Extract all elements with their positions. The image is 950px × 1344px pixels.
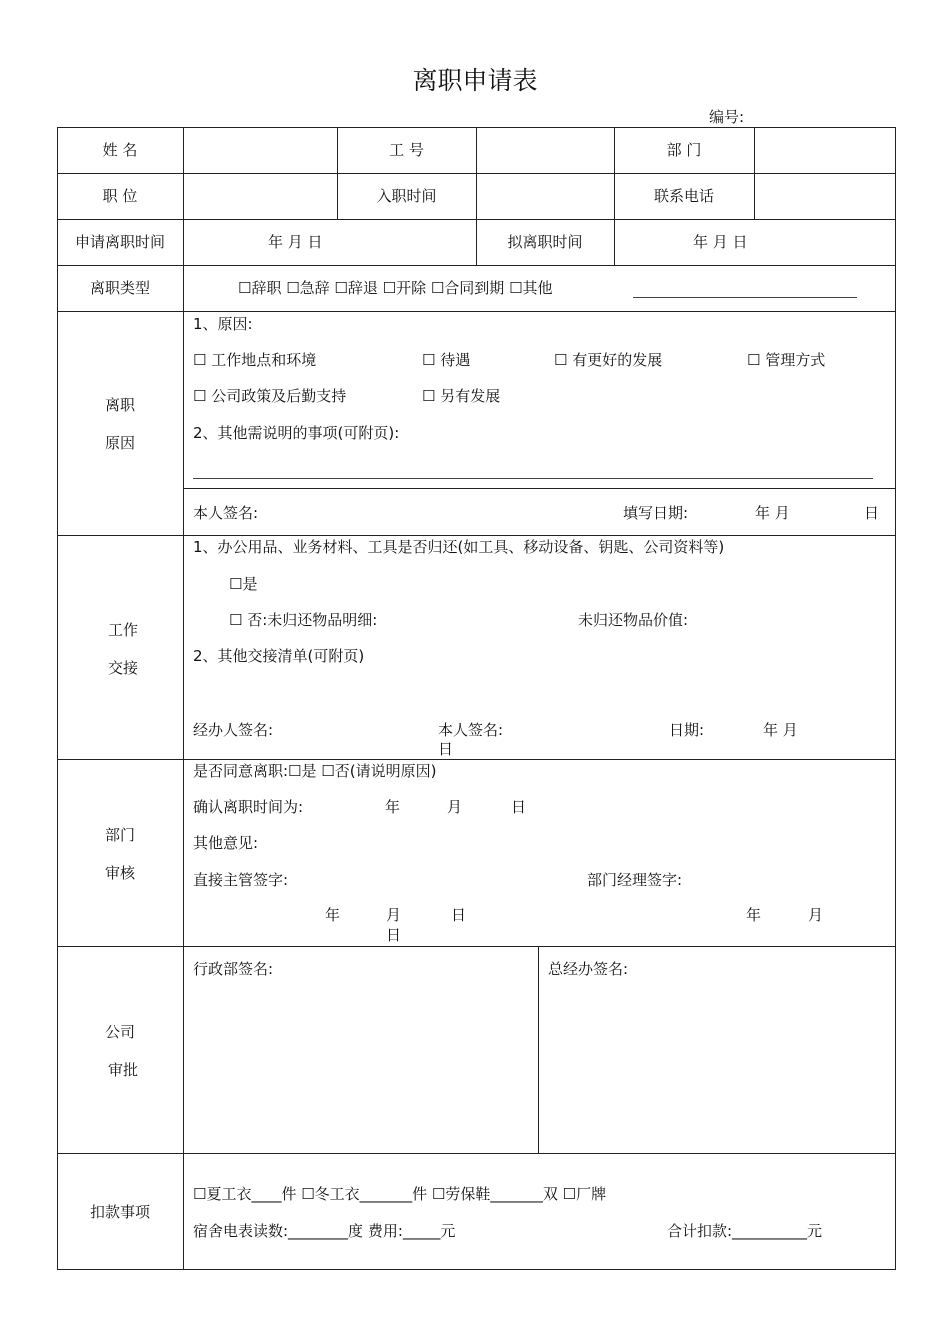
handover-label-2: 交接: [107, 659, 138, 677]
type-options[interactable]: ☐辞职 ☐急辞 ☐辞退 ☐开除 ☐合同到期 ☐其他: [238, 279, 553, 297]
planned-date-field[interactable]: 年 月 日: [693, 233, 748, 251]
handover-date-d: 日: [438, 740, 454, 758]
reason-option-other-dev[interactable]: ☐ 另有发展: [422, 387, 501, 405]
manager-month: 月: [808, 906, 824, 924]
reason-label-2: 原因: [104, 434, 135, 452]
reason-heading: 1、原因:: [193, 315, 253, 333]
dept-field[interactable]: [755, 128, 894, 172]
join-date-field[interactable]: [477, 174, 613, 218]
dept-label: 部 门: [666, 141, 702, 159]
confirm-year: 年: [385, 798, 401, 816]
confirm-day: 日: [511, 798, 527, 816]
name-field[interactable]: [184, 128, 336, 172]
supervisor-year: 年: [325, 906, 341, 924]
form-title: 离职申请表: [412, 66, 538, 95]
handover-self-sign-label: 本人签名:: [438, 721, 504, 739]
confirm-month: 月: [447, 798, 463, 816]
reason-sign-label: 本人签名:: [193, 504, 259, 522]
company-label-2: 审批: [107, 1061, 138, 1079]
handler-sign-label: 经办人签名:: [193, 721, 274, 739]
position-label: 职 位: [102, 187, 138, 205]
apply-date-label: 申请离职时间: [74, 233, 165, 251]
type-label: 离职类型: [89, 279, 150, 297]
handover-yes-checkbox[interactable]: ☐是: [229, 575, 258, 593]
phone-field[interactable]: [755, 174, 894, 218]
manager-day: 日: [386, 926, 402, 944]
emp-no-field[interactable]: [477, 128, 613, 172]
name-label: 姓 名: [102, 141, 138, 159]
unreturned-value-label: 未归还物品价值:: [578, 611, 689, 629]
planned-date-label: 拟离职时间: [507, 233, 583, 251]
supervisor-sign-label: 直接主管签字:: [193, 871, 289, 889]
deduction-label: 扣款事项: [89, 1203, 150, 1221]
reason-option-better[interactable]: ☐ 有更好的发展: [554, 351, 663, 369]
admin-sign-label: 行政部签名:: [193, 960, 274, 978]
position-field[interactable]: [184, 174, 336, 218]
handover-q1: 1、办公用品、业务材料、工具是否归还(如工具、移动设备、钥匙、公司资料等): [193, 538, 725, 556]
confirm-date-label: 确认离职时间为:: [193, 798, 304, 816]
other-opinion-label: 其他意见:: [193, 834, 259, 852]
reason-option-location[interactable]: ☐ 工作地点和环境: [193, 351, 317, 369]
dept-review-label-2: 审核: [104, 864, 135, 882]
handover-q2: 2、其他交接清单(可附页): [193, 647, 365, 665]
emp-no-label: 工 号: [389, 141, 424, 159]
manager-sign-label: 部门经理签字:: [587, 871, 683, 889]
reason-label-1: 离职: [104, 396, 135, 414]
serial-label: 编号:: [709, 108, 745, 126]
deduction-items[interactable]: ☐夏工衣____件 ☐冬工衣_______件 ☐劳保鞋_______双 ☐厂牌: [193, 1185, 607, 1203]
dept-agree-options[interactable]: 是否同意离职:☐是 ☐否(请说明原因): [193, 762, 437, 780]
reason-option-management[interactable]: ☐ 管理方式: [747, 351, 826, 369]
total-deduction[interactable]: 合计扣款:__________元: [667, 1222, 823, 1240]
type-other-field[interactable]: [633, 297, 857, 298]
supervisor-month: 月: [386, 906, 402, 924]
phone-label: 联系电话: [653, 187, 714, 205]
supervisor-day: 日: [451, 906, 467, 924]
manager-year: 年: [746, 906, 762, 924]
reason-other-field[interactable]: [193, 478, 873, 479]
handover-date-ym: 年 月: [763, 721, 798, 739]
handover-date-label: 日期:: [669, 721, 705, 739]
handover-no-checkbox[interactable]: ☐ 否:未归还物品明细:: [229, 611, 378, 629]
dept-review-label-1: 部门: [104, 826, 135, 844]
company-label-1: 公司: [104, 1023, 135, 1041]
electricity-line[interactable]: 宿舍电表读数:________度 费用:_____元: [193, 1222, 456, 1240]
fill-date-d: 日: [864, 504, 880, 522]
handover-label-1: 工作: [107, 621, 138, 639]
join-date-label: 入职时间: [376, 187, 437, 205]
reason-option-pay[interactable]: ☐ 待遇: [422, 351, 471, 369]
gm-sign-label: 总经办签名:: [548, 960, 629, 978]
apply-date-field[interactable]: 年 月 日: [268, 233, 323, 251]
fill-date-ym: 年 月: [755, 504, 790, 522]
reason-option-policy[interactable]: ☐ 公司政策及后勤支持: [193, 387, 347, 405]
fill-date-label: 填写日期:: [623, 504, 689, 522]
reason-other-label: 2、其他需说明的事项(可附页):: [193, 424, 400, 442]
